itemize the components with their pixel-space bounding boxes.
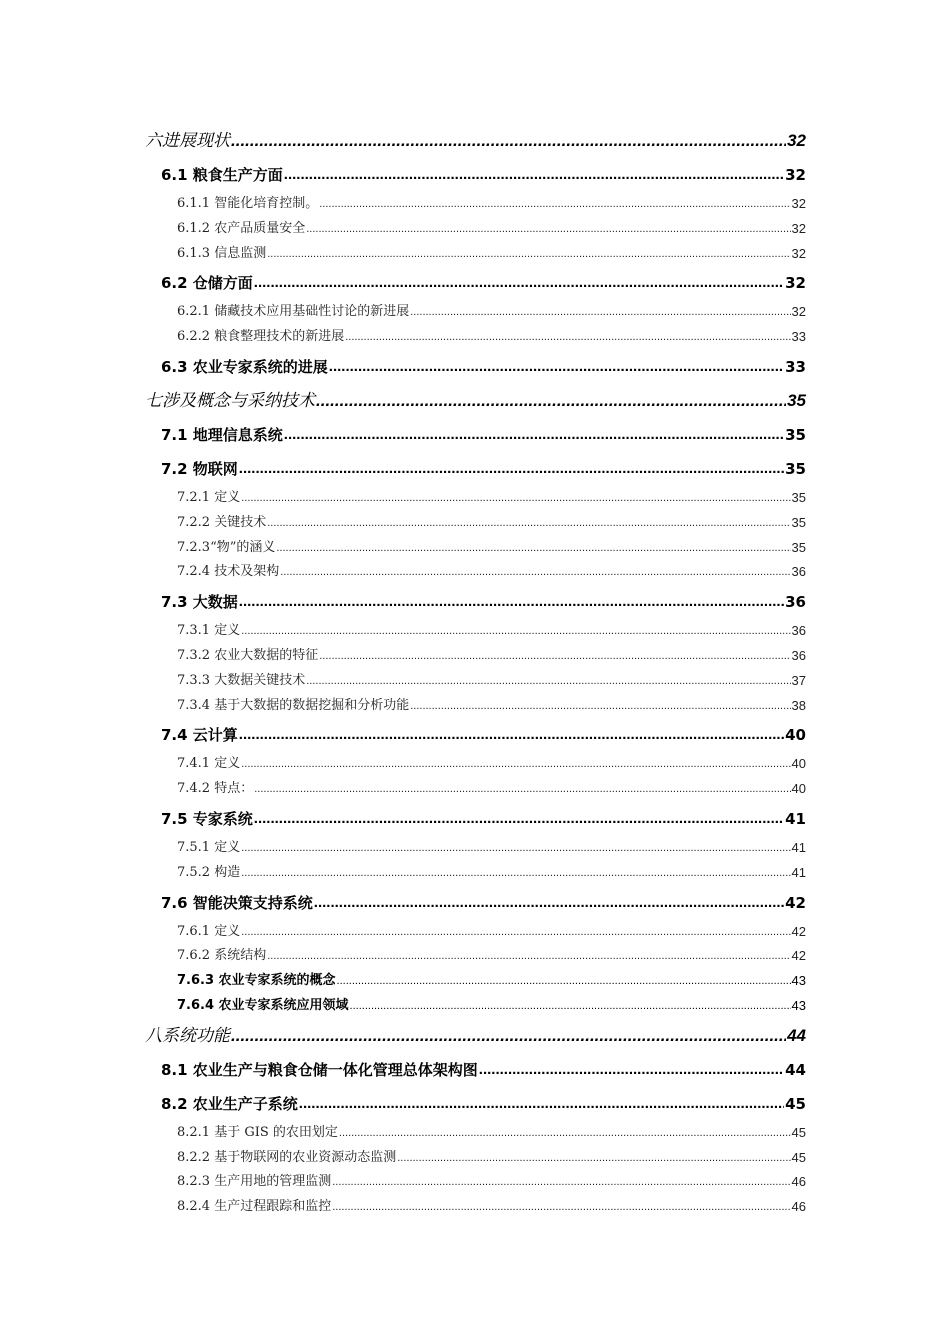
toc-entry-title: 6.1.1 智能化培育控制。 [177, 196, 319, 211]
toc-leader-dots [350, 994, 791, 1019]
toc-page-number: 44 [787, 1025, 806, 1045]
toc-entry-title: 7.3 大数据 [161, 593, 238, 612]
toc-entry-title: 7.5.1 定义 [177, 839, 241, 855]
toc-page-number: 35 [787, 390, 806, 410]
toc-entry-title: 7.1 地理信息系统 [161, 425, 283, 444]
toc-entry-level-2[interactable] [161, 418, 806, 452]
toc-entry-level-3[interactable] [177, 836, 806, 861]
toc-entry-level-2[interactable] [161, 886, 806, 920]
toc-entry-title: 7.5 专家系统 [161, 809, 253, 828]
toc-entry-title: 8.2.3 生产用地的管理监测 [177, 1174, 332, 1190]
toc-leader-dots [254, 777, 790, 802]
toc-leader-dots [267, 242, 790, 267]
toc-entry-level-3[interactable] [177, 752, 806, 777]
toc-entry-title: 6.2.1 储藏技术应用基础性讨论的新进展 [177, 304, 410, 320]
toc-leader-dots [239, 452, 784, 486]
toc-entry-level-3[interactable] [177, 777, 806, 802]
toc-leader-dots [267, 944, 790, 969]
toc-page-number: 46 [791, 1199, 806, 1215]
toc-entry-level-1[interactable] [145, 124, 806, 158]
toc-entry-level-3[interactable] [177, 242, 806, 267]
toc-entry-title: 8.2.4 生产过程跟踪和监控 [177, 1199, 332, 1215]
toc-leader-dots [239, 585, 784, 619]
toc-entry-level-2[interactable] [161, 585, 806, 619]
toc-entry-level-3[interactable] [177, 536, 806, 561]
toc-leader-dots [280, 560, 790, 585]
toc-page-number: 45 [791, 1124, 806, 1140]
toc-entry-title: 7.6.1 定义 [177, 923, 241, 939]
toc-entry-title: 六进展现状 [145, 131, 230, 151]
toc-page-number: 36 [791, 564, 806, 580]
toc-page-number: 42 [791, 948, 806, 964]
toc-entry-level-3[interactable] [177, 1146, 806, 1171]
toc-page-number: 40 [791, 781, 806, 797]
toc-entry-title: 7.2.3“物”的涵义 [177, 539, 276, 555]
toc-entry-title: 7.6.3 农业专家系统的概念 [177, 973, 336, 989]
toc-entry-level-2[interactable] [161, 266, 806, 300]
toc-page-number: 32 [791, 220, 806, 236]
toc-entry-level-2[interactable] [161, 350, 806, 384]
toc-leader-dots [241, 920, 790, 945]
toc-entry-level-1[interactable] [145, 384, 806, 418]
toc-entry-title: 7.2.1 定义 [177, 489, 241, 505]
toc-leader-dots [231, 124, 786, 158]
toc-leader-dots [284, 158, 784, 192]
toc-page-number: 41 [791, 864, 806, 880]
toc-leader-dots [397, 1146, 790, 1171]
toc-entry-title: 7.3.3 大数据关键技术 [177, 672, 306, 688]
toc-leader-dots [319, 192, 790, 217]
toc-entry-level-3[interactable] [177, 1170, 806, 1195]
toc-entry-level-3[interactable] [177, 192, 806, 217]
toc-page-number: 32 [791, 245, 806, 261]
toc-page-number: 32 [787, 131, 806, 150]
toc-leader-dots [231, 1019, 786, 1053]
toc-entry-title: 6.1.3 信息监测 [177, 245, 267, 261]
toc-entry-title: 7.5.2 构造 [177, 864, 241, 880]
toc-page-number: 35 [785, 425, 806, 444]
toc-page-number: 35 [791, 489, 806, 505]
toc-leader-dots [241, 836, 790, 861]
toc-page-number: 45 [785, 1094, 806, 1113]
toc-page-number: 40 [791, 756, 806, 772]
toc-leader-dots [479, 1053, 784, 1087]
toc-entry-level-3[interactable] [177, 619, 806, 644]
toc-leader-dots [306, 669, 790, 694]
toc-entry-title: 8.2 农业生产子系统 [161, 1094, 298, 1113]
toc-leader-dots [345, 325, 790, 350]
toc-leader-dots [241, 619, 790, 644]
toc-entry-level-3[interactable] [177, 1121, 806, 1146]
toc-leader-dots [306, 217, 790, 242]
toc-entry-level-3[interactable] [177, 560, 806, 585]
toc-entry-title: 7.6.2 系统结构 [177, 948, 267, 964]
toc-page-number: 32 [785, 274, 806, 293]
toc-entry-level-2[interactable] [161, 158, 806, 192]
toc-page-number: 43 [791, 997, 806, 1013]
toc-entry-level-2[interactable] [161, 718, 806, 752]
table-of-contents [0, 124, 950, 1220]
toc-entry-title: 7.4.1 定义 [177, 756, 241, 772]
toc-entry-level-3[interactable] [177, 300, 806, 325]
toc-leader-dots [239, 718, 784, 752]
toc-leader-dots [314, 886, 784, 920]
toc-page-number: 33 [791, 329, 806, 345]
toc-leader-dots [241, 486, 790, 511]
toc-entry-title: 7.3.2 农业大数据的特征 [177, 647, 319, 663]
toc-entry-level-3[interactable] [177, 486, 806, 511]
toc-entry-title: 7.2 物联网 [161, 459, 238, 478]
toc-entry-level-3[interactable] [177, 944, 806, 969]
toc-entry-title: 7.2.4 技术及架构 [177, 564, 280, 580]
toc-page-number: 33 [785, 357, 806, 376]
toc-entry-title: 6.2.2 粮食整理技术的新进展 [177, 329, 345, 345]
toc-entry-title: 7.3.4 基于大数据的数据挖掘和分析功能 [177, 697, 410, 713]
toc-entry-title: 七涉及概念与采纳技术 [145, 390, 315, 411]
toc-page-number: 32 [791, 304, 806, 320]
toc-page-number: 32 [791, 196, 806, 211]
toc-page-number: 46 [791, 1174, 806, 1190]
toc-entry-title: 6.3 农业专家系统的进展 [161, 357, 328, 376]
toc-entry-title: 6.1.2 农产品质量安全 [177, 220, 306, 236]
toc-page-number: 42 [791, 923, 806, 939]
toc-page-number: 41 [791, 839, 806, 855]
toc-page-number: 37 [791, 672, 806, 688]
toc-leader-dots [319, 644, 790, 669]
toc-leader-dots [332, 1195, 790, 1220]
toc-entry-level-3[interactable] [177, 644, 806, 669]
toc-page-number: 35 [791, 514, 806, 530]
toc-leader-dots [284, 418, 784, 452]
toc-entry-level-3[interactable] [177, 669, 806, 694]
toc-leader-dots [254, 266, 784, 300]
toc-leader-dots [267, 511, 790, 536]
toc-entry-title: 6.1 粮食生产方面 [161, 166, 283, 184]
toc-page-number: 38 [791, 697, 806, 713]
toc-entry-level-2[interactable] [161, 1087, 806, 1121]
toc-page-number: 44 [785, 1060, 806, 1079]
toc-leader-dots [241, 861, 790, 886]
toc-entry-title: 6.2 仓储方面 [161, 274, 253, 293]
toc-entry-level-2[interactable] [161, 452, 806, 486]
toc-page-number: 36 [791, 647, 806, 663]
toc-leader-dots [410, 300, 790, 325]
toc-entry-level-3[interactable] [177, 994, 806, 1019]
toc-page-number: 36 [791, 623, 806, 639]
toc-leader-dots [241, 752, 790, 777]
toc-entry-level-2[interactable] [161, 802, 806, 836]
toc-entry-level-3[interactable] [177, 325, 806, 350]
toc-entry-level-3[interactable] [177, 861, 806, 886]
toc-entry-title: 7.2.2 关键技术 [177, 514, 267, 530]
toc-leader-dots [254, 802, 784, 836]
toc-entry-level-3[interactable] [177, 217, 806, 242]
toc-entry-title: 7.4.2 特点： [177, 781, 254, 797]
toc-page-number: 35 [785, 459, 806, 478]
toc-entry-level-3[interactable] [177, 694, 806, 719]
toc-entry-title: 7.3.1 定义 [177, 623, 241, 639]
toc-entry-level-2[interactable] [161, 1053, 806, 1087]
toc-page-number: 41 [785, 809, 806, 828]
toc-entry-title: 8.2.1 基于 GIS 的农田划定 [177, 1124, 338, 1140]
toc-page-number: 42 [785, 893, 806, 912]
toc-page-number: 32 [785, 166, 806, 184]
toc-leader-dots [339, 1121, 791, 1146]
toc-page-number: 36 [785, 593, 806, 612]
toc-leader-dots [410, 694, 790, 719]
toc-entry-title: 8.2.2 基于物联网的农业资源动态监测 [177, 1149, 397, 1165]
toc-entry-level-3[interactable] [177, 1195, 806, 1220]
toc-leader-dots [332, 1170, 790, 1195]
toc-entry-level-3[interactable] [177, 920, 806, 945]
toc-leader-dots [276, 536, 790, 561]
toc-page-number: 45 [791, 1149, 806, 1165]
toc-leader-dots [299, 1087, 784, 1121]
toc-entry-title: 八系统功能 [145, 1025, 230, 1046]
toc-entry-title: 7.6 智能决策支持系统 [161, 893, 313, 912]
toc-entry-title: 8.1 农业生产与粮食仓储一体化管理总体架构图 [161, 1060, 478, 1079]
toc-entry-title: 7.6.4 农业专家系统应用领域 [177, 997, 349, 1013]
toc-page-number: 40 [785, 726, 806, 745]
toc-entry-level-3[interactable] [177, 969, 806, 994]
toc-entry-title: 7.4 云计算 [161, 726, 238, 745]
toc-leader-dots [329, 350, 784, 384]
toc-entry-level-3[interactable] [177, 511, 806, 536]
toc-leader-dots [337, 969, 791, 994]
toc-page-number: 35 [791, 539, 806, 555]
toc-leader-dots [316, 384, 786, 418]
toc-page-number: 43 [791, 973, 806, 989]
toc-entry-level-1[interactable] [145, 1019, 806, 1053]
